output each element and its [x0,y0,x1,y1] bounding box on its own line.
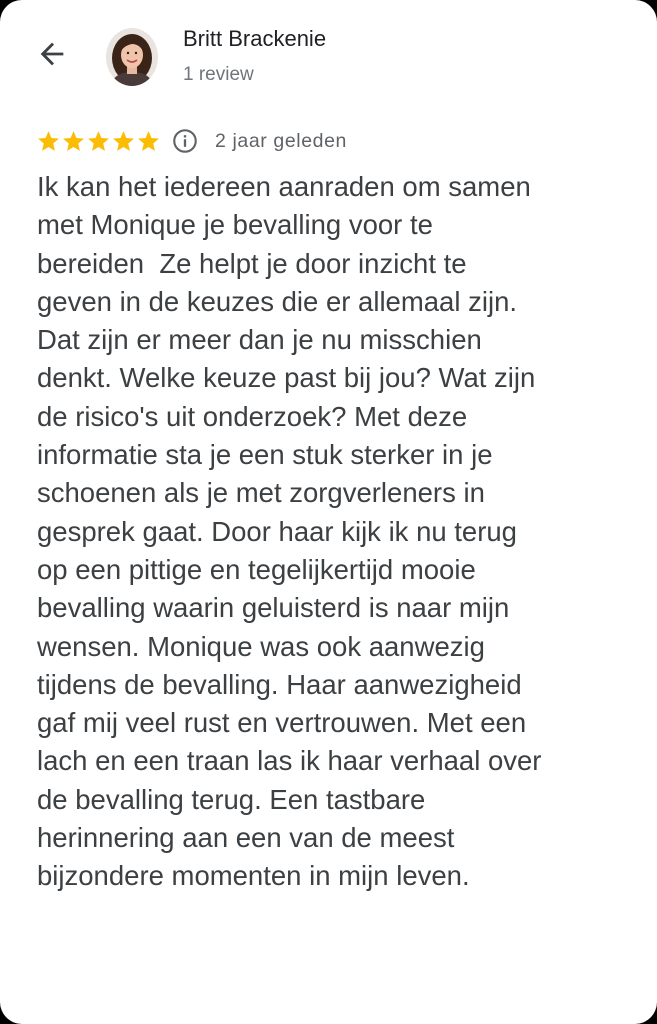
star-icon [136,129,161,154]
info-icon[interactable] [171,127,199,155]
star-icon [61,129,86,154]
star-icon [86,129,111,154]
star-rating [36,129,161,154]
review-text: Ik kan het iedereen aanraden om samen met Monique je bevalling voor te bereiden Ze helpt je door inzicht te geven in de keuzes die er allemaal zijn. Dat zijn er meer dan je nu misschien denkt. Welke keuze past bij jou? Wat zijn de risico's uit onderzoek? Met deze informatie sta je een stuk sterker in je schoenen als je met zorgverleners in gesprek gaat. Door haar kijk ik nu terug op een pittige en tegelijkertijd mooie bevalling waarin geluisterd is naar mijn wensen. Monique was ook aanwezig tijdens de bevalling. Haar aanwezigheid gaf mij veel rust en vertrouwen. Met een lach en een traan las ik haar verhaal over de bevalling terug. Een tastbare herinnering aan een van de meest bijzondere momenten in mijn leven. [37,171,542,892]
rating-row [36,124,347,158]
review-date: 2 jaar geleden [215,129,347,152]
arrow-back-icon [35,37,69,71]
reviewer-name[interactable]: Britt Brackenie [183,26,327,51]
star-icon [36,129,61,154]
star-icon [111,129,136,154]
review-count: 1 review [183,64,254,85]
avatar[interactable] [106,28,158,86]
back-button[interactable] [30,34,74,74]
